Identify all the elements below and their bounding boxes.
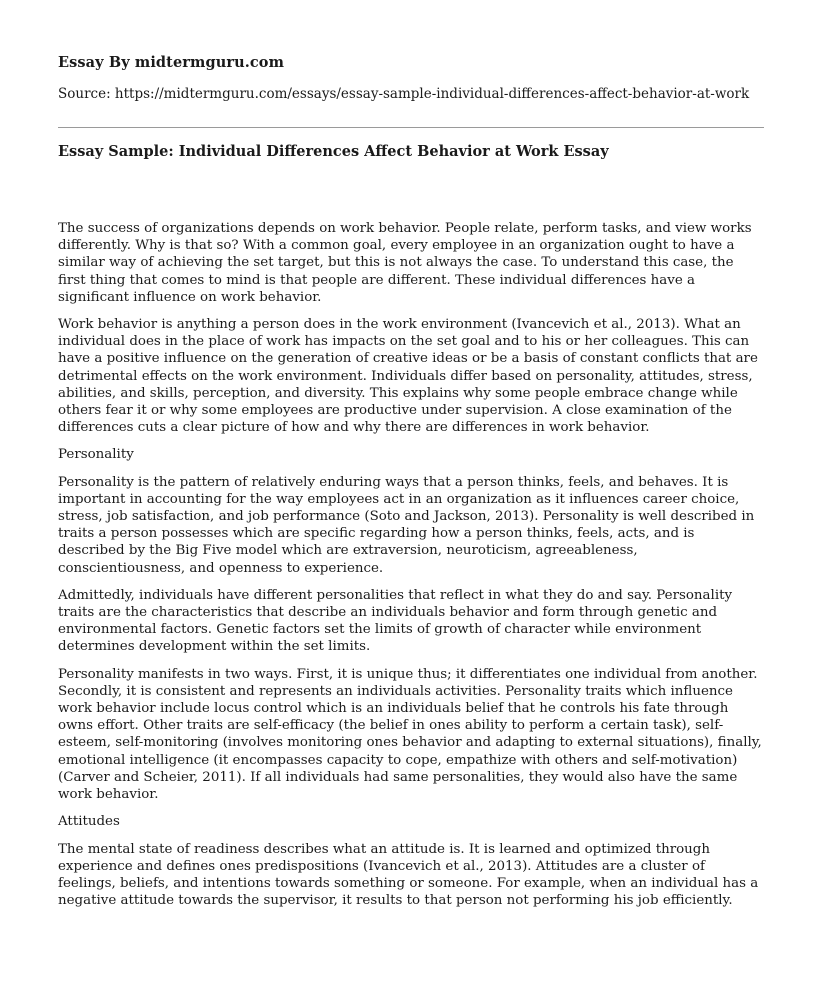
essay-title: Essay Sample: Individual Differences Affect Behavior at Work Essay	[58, 143, 609, 160]
source-line	[58, 86, 749, 102]
essay-body	[58, 220, 764, 919]
paragraph-personality-definition: Personality is the pattern of relatively enduring ways that a person thinks, feels, and behaves. It is important in accounting for the way employees act in an organization as it influences career choice, stress, job satisfaction, and job performance (Soto and Jackson, 2013). Personality is well described in traits a person possesses which are specific regarding how a person thinks, feels, acts, and is described by the Big Five model which are extraversion, neuroticism, agreeableness, conscientiousness, and openness to experience.	[58, 474, 755, 576]
paragraph-personality-manifests: Personality manifests in two ways. First, it is unique thus; it differentiates one individual from another. Secondly, it is consistent and represents an individuals activities. Personality traits which influence work behavior include locus control which is an individuals belief that he controls his fate through owns effort. Other traits are self-efficacy (the belief in ones ability to perform a certain task), self-esteem, self-monitoring (involves monitoring ones behavior and adapting to external situations), finally, emotional intelligence (it encompasses capacity to cope, empathize with others and self-motivation) (Carver and Scheier, 2011). If all individuals had same personalities, they would also have the same work behavior.	[58, 666, 762, 803]
paragraph-attitudes: The mental state of readiness describes what an attitude is. It is learned and optimized through experience and defines ones predispositions (Ivancevich et al., 2013). Attitudes are a cluster of feelings, beliefs, and intentions towards something or someone. For example, when an individual has a negative attitude towards the supervisor, it results to that person not performing his job efficiently.	[58, 841, 759, 909]
source-url: https://midtermguru.com/essays/essay-sample-individual-differences-affect-behavior-at-work	[114, 86, 750, 102]
section-heading-attitudes: Attitudes	[58, 814, 120, 830]
section-heading-personality: Personality	[58, 447, 134, 463]
source-label: Source:	[58, 86, 111, 102]
paragraph-work-behavior: Work behavior is anything a person does in the work environment (Ivancevich et al., 2013). What an individual does in the place of work has impacts on the set goal and to his or her colleagues. This can have a positive influence on the generation of creative ideas or be a basis of constant conflicts that are detrimental effects on the work environment. Individuals differ based on personality, attitudes, stress, abilities, and skills, perception, and diversity. This explains why some people embrace change while others fear it or why some employees are productive under supervision. A close examination of the differences cuts a clear picture of how and why there are differences in work behavior.	[58, 317, 758, 436]
paragraph-personality-traits: Admittedly, individuals have different personalities that reflect in what they do and say. Personality traits are the characteristics that describe an individuals behavior and form through genetic and environmental factors. Genetic factors set the limits of growth of character while environment determines development within the set limits.	[58, 587, 733, 655]
paragraph-intro: The success of organizations depends on work behavior. People relate, perform tasks, and view works differently. Why is that so? With a common goal, every employee in an organization ought to have a similar way of achieving the set target, but this is not always the case. To understand this case, the first thing that comes to mind is that people are different. These individual differences have a significant influence on work behavior.	[58, 221, 752, 305]
header-divider	[58, 127, 764, 128]
site-title: Essay By midtermguru.com	[58, 54, 285, 71]
